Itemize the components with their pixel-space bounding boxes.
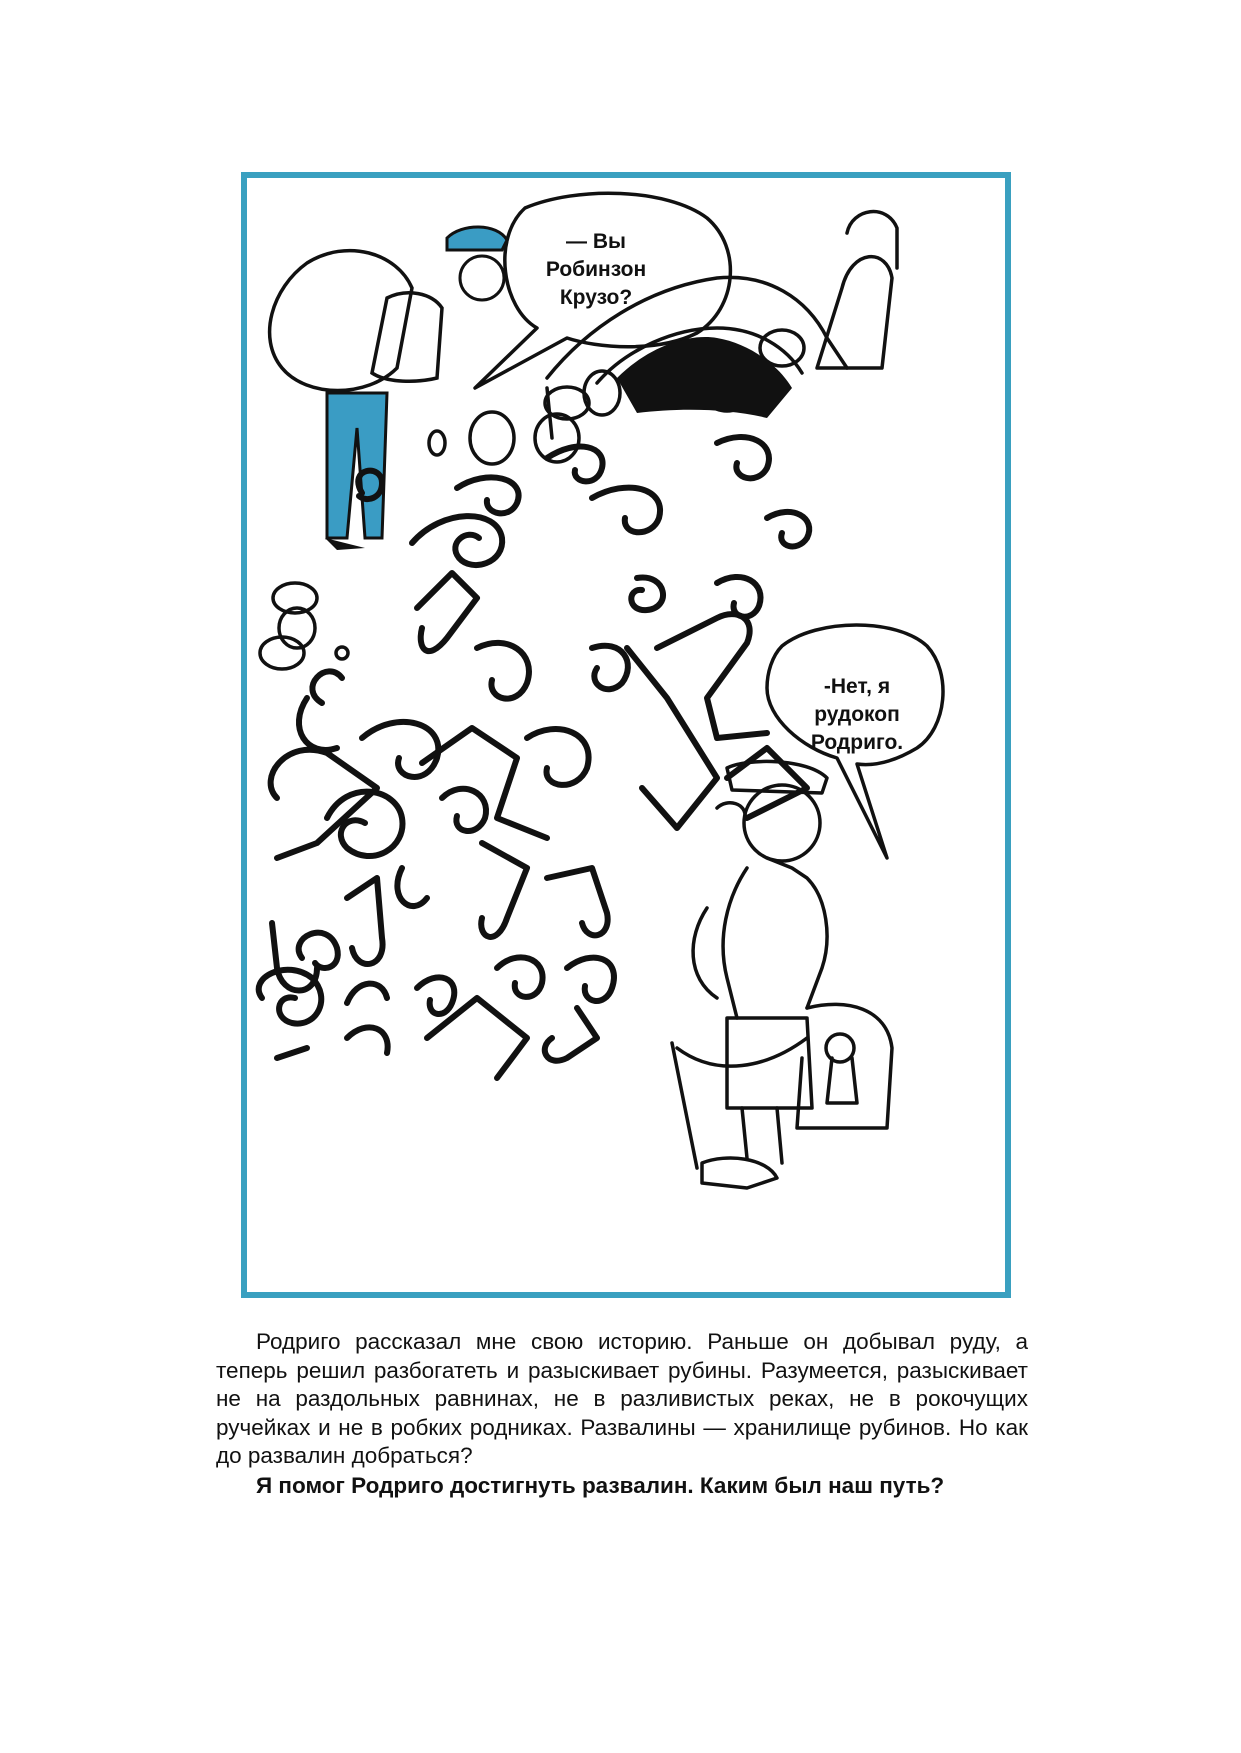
miner-figure <box>672 761 892 1188</box>
miner-speech-text: -Нет, я рудокоп Родриго. <box>810 675 904 754</box>
cave-dark <box>617 337 792 418</box>
officer-speech-text: — Вы Робинзон Крузо? <box>545 230 647 309</box>
officer-figure <box>270 227 507 550</box>
puzzle-question: Я помог Родриго достигнуть развалин. Каким был наш путь? <box>256 1473 945 1498</box>
maze-illustration <box>241 172 1011 1298</box>
story-paragraph: Родриго рассказал мне свою историю. Раньше он добывал руду, а теперь решил разбогатеть и разыскивает рубины. Разумеется, разыскивает не на раздольных равнинах, не в разливистых реках, не в рокочущих ручейках и не в робких родниках. Развалины — хранилище рубинов. Но как до развалин добраться? <box>216 1329 1028 1468</box>
